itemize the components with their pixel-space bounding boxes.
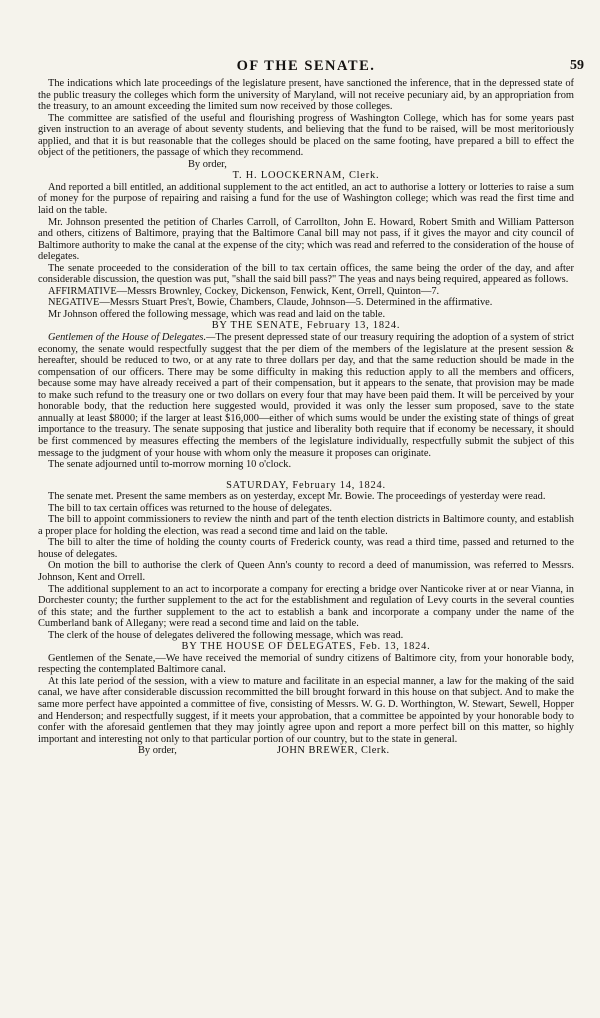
- by-order-1: By order,: [188, 158, 227, 170]
- clerk-signature-1: T. H. LOOCKERNAM, Clerk.: [232, 170, 380, 182]
- paragraph-senate-message: [38, 332, 574, 459]
- paragraph-manumission: On motion the bill to authorise the clerk of Queen Ann's county to record a deed of manumission, was referred to Messrs. Johnson, Kent and Orrell.: [38, 560, 574, 583]
- heading-by-the-senate: BY THE SENATE, February 13, 1824.: [211, 320, 401, 332]
- by-order-2: By order,: [138, 745, 177, 757]
- paragraph-commissioners: The bill to appoint commissioners to review the ninth and part of the tenth election districts in Baltimore county, and establish a proper place for holding the election, was read a second time and laid on the table.: [38, 514, 574, 537]
- paragraph-senate-met: The senate met. Present the same members as on yesterday, except Mr. Bowie. The proceedings of yesterday were read.: [48, 491, 546, 503]
- affirmative-vote: AFFIRMATIVE—Messrs Brownley, Cockey, Dickenson, Fenwick, Kent, Orrell, Quinton—7.: [48, 285, 440, 297]
- paragraph-adjourned: The senate adjourned until to-morrow morning 10 o'clock.: [48, 459, 292, 471]
- page-header: [38, 0, 584, 78]
- journal-body: [38, 78, 574, 757]
- running-title: OF THE SENATE.: [236, 58, 376, 74]
- clerk-signature-2: JOHN BREWER, Clerk.: [276, 745, 390, 757]
- paragraph-johnson-petition: Mr. Johnson presented the petition of Charles Carroll, of Carrollton, John E. Howard, Robert Smith and William Patterson and others, citizens of Baltimore, praying that the Baltimore Canal bill may not pass, if it gives the mayor and city council of Baltimore authority to make the canal at the expense of the city; which was read and referred to the consideration of the house of delegates.: [38, 216, 574, 263]
- paragraph-frederick-courts: The bill to alter the time of holding the county courts of Frederick county, was read a third time, passed and returned to the house of delegates.: [38, 537, 574, 560]
- paragraph-supplements: The additional supplement to an act to incorporate a company for erecting a bridge over Nanticoke river at or near Vianna, in Dorchester county; the further supplement to the act for the establishment and regulation of Levy courts in the several counties of this state; and the further supplement to the act to establish a bank and incorporate a company under the name of the Cumberland bank of Allegany; were read a second time and laid on the table.: [38, 583, 574, 630]
- paragraph-canal: At this late period of the session, with a view to mature and facilitate in an especial manner, a law for the making of the said canal, we have after considerable discussion recommitted the bill brought forward in this house on that subject. And to make the same more perfect have appointed a committee of five, consisting of Messrs. W. G. D. Worthington, W. Stewart, Sewell, Hopper and Henderson; and respectfully suggest, if it meets your approbation, that a committee be appointed by your honorable body to confer with the aforesaid gentlemen that they may jointly agree upon and report a more perfect bill on this matter, so highly important and interesting not only to that particular portion of our country, but to the state in general.: [38, 675, 574, 745]
- paragraph-committee: The committee are satisfied of the useful and flourishing progress of Washington College, which has for some years past given instruction to an average of about seventy students, and believing that the fund to be raised, will be most meritoriously applied, and that it is but reasonable that the colleges should be placed on the same footing, have prepared a bill to effect the object of the petitioners, the passage of which they recommend.: [38, 112, 574, 159]
- paragraph-gentlemen-senate: Gentlemen of the Senate,—We have received the memorial of sundry citizens of Baltimore city, from your honorable body, respecting the contemplated Baltimore canal.: [38, 652, 574, 676]
- salutation-delegates: Gentlemen of the House of Delegates.—: [48, 332, 216, 344]
- paragraph-johnson-message: Mr Johnson offered the following message, which was read and laid on the table.: [48, 308, 386, 320]
- signature-block-2: [38, 745, 574, 757]
- page-number: 59: [570, 58, 584, 73]
- paragraph-lottery-bill: And reported a bill entitled, an additional supplement to the act entitled, an act to authorise a lottery or lotteries to raise a sum of money for the purpose of repairing and raising a fund for the use of Washington college; which was read the first time and laid on the table.: [38, 181, 574, 217]
- heading-by-the-house: BY THE HOUSE OF DELEGATES, Feb. 13, 1824.: [181, 641, 431, 653]
- paragraph-tax-offices: The senate proceeded to the consideration of the bill to tax certain offices, the same being the order of the day, and after considerable discussion, the question was put, "shall the said bill pass?" The yeas and nays being required, appeared as follows.: [38, 262, 574, 286]
- paragraph-clerk-delivered: The clerk of the house of delegates delivered the following message, which was read.: [48, 629, 404, 641]
- senate-message-text: The present depressed state of our treasury requiring the adoption of a system of strict economy, the senate would respectfully suggest that the per diem of the members of the legislature at the present session & hereafter, should be reduced to two, or at any rate to three dollars per day, and that the same reduction should be made in the compensation of our officers. There may be some difficulty in making this reduction apply to all the members and officers, because some may have already received a part of their compensation, but it appears to the senate, that provision may be made to make such refund to the treasury one or two dollars on every four that may have been paid them. It will be perceived by your honorable body, that the reduction here suggested would, provided it was only the lesser sum proposed, save to the state annually at least $8000; if the larger at least $16,000—either of which sums would be under the existing state of things of great importance to the treasury. The senate supposing that justice and liberality both require that if economy be necessary, it should be first commenced by measures effecting the members of the legislature individually, respectfully submit the subject of this message to the judgment of your house with whom only the measure it proposes can originate.: [38, 332, 574, 459]
- heading-saturday: SATURDAY, February 14, 1824.: [226, 479, 386, 491]
- negative-vote: NEGATIVE—Messrs Stuart Pres't, Bowie, Chambers, Claude, Johnson—5. Determined in the affirmative.: [48, 297, 493, 309]
- paragraph-tax-returned: The bill to tax certain offices was returned to the house of delegates.: [48, 502, 333, 514]
- paragraph-colleges: The indications which late proceedings of the legislature present, have sanctioned the inference, that in the depressed state of the public treasury the colleges which form the university of Maryland, will not receive pecuniary aid, by an appropriation from the treasury, to an amount exceeding the limited sum now received by those colleges.: [38, 78, 574, 113]
